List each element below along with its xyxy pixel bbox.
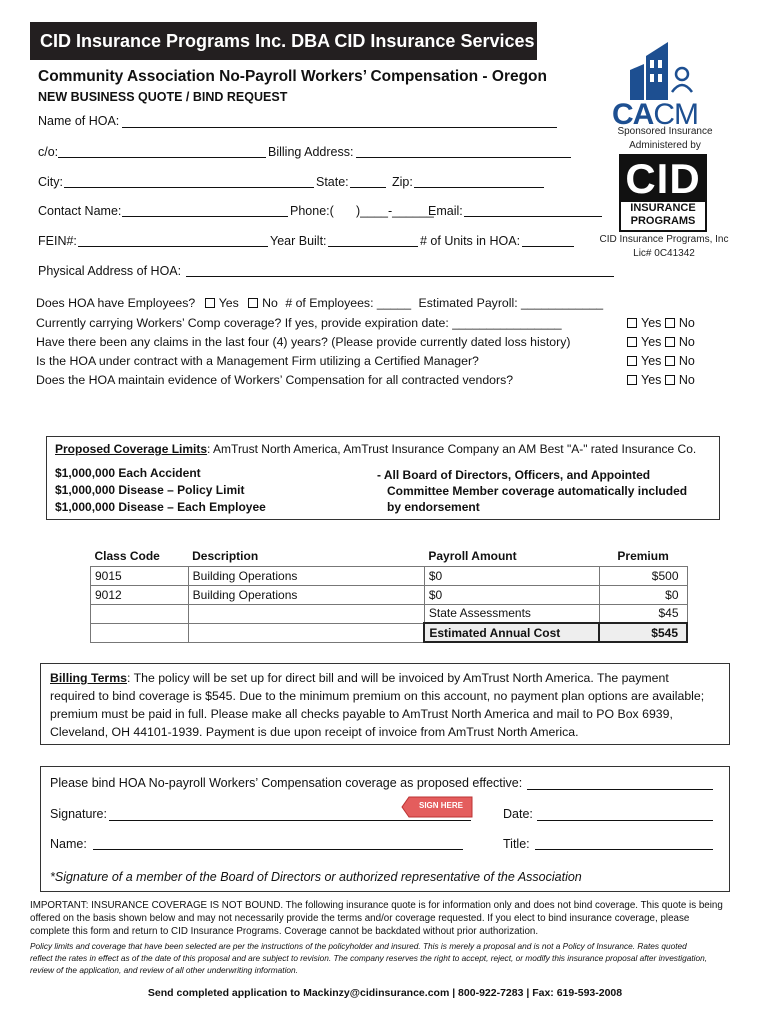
empty-cell — [188, 604, 424, 623]
fein-label: FEIN#: — [38, 234, 77, 248]
name-field[interactable] — [93, 849, 463, 850]
billing-line-2: required to bind coverage is $545. Due to the minimum premium on this account, no payment plan options are available; — [50, 689, 705, 703]
state-field[interactable] — [350, 187, 386, 188]
phone-label: Phone:( — [290, 204, 334, 218]
billing-terms-box — [40, 663, 730, 745]
coverage-heading — [55, 442, 696, 456]
disclaimer-policy-line-1: Policy limits and coverage that have been selected are per the instructions of the policyholder and insured. This is merely a proposal and is not a Policy of Insurance. Rates quoted — [30, 941, 687, 951]
disclaimer-line-3: complete this form and return to CID Insurance Programs. Coverage cannot be backdated without prior authorization. — [30, 926, 539, 937]
payroll-cell: $0 — [424, 566, 599, 585]
question-management: Is the HOA under contract with a Management Firm utilizing a Certified Manager? — [36, 354, 479, 368]
name-label: Name: — [50, 837, 87, 851]
state-label: State: — [316, 175, 349, 189]
premium-table-header — [91, 547, 688, 566]
billing-address-label: Billing Address: — [268, 145, 354, 159]
table-row — [91, 566, 688, 585]
title-field[interactable] — [535, 849, 713, 850]
title-label: Title: — [503, 837, 530, 851]
physical-address-label: Physical Address of HOA: — [38, 264, 182, 278]
header-class-code: Class Code — [94, 549, 160, 564]
disclaimer-policy-line-2: reflect the rates in effect as of the date of this proposal and are subject to revision. The company reserves the right to accept, reject, or modify this insurance proposal after investigation, — [30, 953, 708, 963]
question-vendors: Does the HOA maintain evidence of Workers’ Compensation for all contracted vendors? — [36, 373, 514, 387]
q1-yes-checkbox[interactable] — [627, 318, 637, 328]
question-claims: Have there been any claims in the last four (4) years? (Please provide currently dated loss history) — [36, 335, 571, 349]
zip-field[interactable] — [414, 187, 544, 188]
signature-footnote: *Signature of a member of the Board of Directors or authorized representative of the Association — [50, 870, 582, 884]
premium-cell: $0 — [599, 585, 687, 604]
class-code-cell: 9015 — [91, 566, 189, 585]
class-code-cell: 9012 — [91, 585, 189, 604]
billing-line-4: Cleveland, OH 44101-1939. Payment is due upon receipt of invoice from AmTrust North America. — [50, 725, 579, 739]
name-hoa-field[interactable] — [122, 127, 557, 128]
premium-table — [90, 547, 688, 643]
empty-cell — [91, 604, 189, 623]
footer-contact: Send completed application to Mackinzy@cidinsurance.com | 800-922-7283 | Fax: 619-593-2008 — [147, 987, 623, 999]
sign-here-text: SIGN HERE — [418, 801, 463, 810]
document-subtitle: NEW BUSINESS QUOTE / BIND REQUEST — [38, 90, 288, 104]
billing-line-1 — [50, 671, 669, 685]
city-label: City: — [38, 175, 63, 189]
empty-cell — [188, 623, 424, 642]
employees-no-label: No — [262, 296, 278, 310]
contact-name-label: Contact Name: — [38, 204, 122, 218]
estimated-cost-label: Estimated Annual Cost — [424, 623, 599, 642]
q1-yes-no — [627, 316, 695, 330]
co-field[interactable] — [58, 157, 266, 158]
premium-cell: $500 — [599, 566, 687, 585]
question-coverage: Currently carrying Workers’ Comp coverage? If yes, provide expiration date: ________________ — [36, 316, 562, 330]
q3-no-checkbox[interactable] — [665, 356, 675, 366]
year-built-field[interactable] — [328, 246, 418, 247]
cid-logo-programs: PROGRAMS — [630, 215, 696, 227]
disclaimer-policy — [30, 940, 707, 976]
header-bar — [30, 22, 537, 60]
signature-label: Signature: — [50, 807, 107, 821]
year-built-label: Year Built: — [270, 234, 327, 248]
state-assessments-value: $45 — [599, 604, 687, 623]
email-field[interactable] — [464, 216, 602, 217]
sign-here-flag — [401, 796, 473, 818]
header-description: Description — [192, 549, 259, 564]
q2-yes-no — [627, 335, 695, 349]
q1-no-checkbox[interactable] — [665, 318, 675, 328]
contact-name-field[interactable] — [122, 216, 288, 217]
coverage-heading-text: : AmTrust North America, AmTrust Insurance Company an AM Best "A-" rated Insurance Co. — [207, 442, 697, 456]
units-field[interactable] — [522, 246, 574, 247]
header-bar-title: CID Insurance Programs Inc. DBA CID Insurance Services — [40, 31, 535, 51]
billing-line-3: premium must be paid in full. Please make all checks payable to AmTrust North America and mail to PO Box 6939, — [50, 707, 673, 721]
physical-address-field[interactable] — [186, 276, 614, 277]
sponsored-text: Sponsored Insurance — [617, 126, 713, 137]
estimated-cost-value: $545 — [599, 623, 687, 642]
bind-effective-label: Please bind HOA No-payroll Workers’ Compensation coverage as proposed effective: — [50, 776, 523, 790]
date-field[interactable] — [537, 820, 713, 821]
q4-yes-no — [627, 373, 695, 387]
q4-yes-label: Yes — [641, 373, 662, 387]
limit-disease-employee: $1,000,000 Disease – Each Employee — [55, 500, 266, 514]
empty-cell — [91, 623, 189, 642]
employees-question — [36, 296, 603, 310]
estimated-payroll-field[interactable]: Estimated Payroll: ____________ — [418, 296, 604, 310]
units-label: # of Units in HOA: — [420, 234, 521, 248]
cid-license: Lic# 0C41342 — [633, 248, 695, 259]
phone-field[interactable]: )____-______ — [356, 204, 434, 218]
cid-logo — [619, 154, 707, 232]
header-premium: Premium — [617, 549, 669, 564]
employees-no-checkbox[interactable] — [248, 298, 258, 308]
coverage-box — [46, 436, 720, 520]
table-row — [91, 604, 688, 623]
table-row-total — [91, 623, 688, 642]
limit-each-accident: $1,000,000 Each Accident — [55, 466, 201, 480]
q2-no-checkbox[interactable] — [665, 337, 675, 347]
employees-yes-checkbox[interactable] — [205, 298, 215, 308]
num-employees-field[interactable]: # of Employees: _____ — [285, 296, 412, 310]
description-cell: Building Operations — [188, 566, 424, 585]
coverage-note-1: - All Board of Directors, Officers, and Appointed — [377, 468, 651, 482]
coverage-heading-label: Proposed Coverage Limits — [55, 442, 208, 456]
employees-yes-label: Yes — [218, 296, 239, 310]
q1-no-label: No — [678, 316, 695, 330]
cacm-text-ca: CA — [612, 98, 654, 131]
coverage-note-2: Committee Member coverage automatically included — [387, 484, 688, 498]
description-cell: Building Operations — [188, 585, 424, 604]
table-row — [91, 585, 688, 604]
cacm-text-cm: CM — [653, 98, 698, 131]
date-label: Date: — [503, 807, 533, 821]
q3-yes-label: Yes — [641, 354, 662, 368]
administered-text: Administered by — [629, 140, 701, 151]
zip-label: Zip: — [392, 175, 413, 189]
billing-line-1-text: : The policy will be set up for direct bill and will be invoiced by AmTrust North America. The payment — [126, 671, 669, 685]
billing-address-field[interactable] — [356, 157, 571, 158]
disclaimer-important — [30, 899, 723, 938]
disclaimer-line-1: IMPORTANT: INSURANCE COVERAGE IS NOT BOUND. The following insurance quote is for information only and does not bind coverage. This quote is being — [30, 900, 723, 911]
q2-no-label: No — [678, 335, 695, 349]
q1-yes-label: Yes — [641, 316, 662, 330]
disclaimer-line-2: offered on the basis shown below and may not necessarily provide the terms and/or coverage requested. If you elect to bind insurance coverage, please — [30, 913, 690, 924]
state-assessments-label: State Assessments — [424, 604, 599, 623]
city-field[interactable] — [64, 187, 314, 188]
email-label: Email: — [428, 204, 463, 218]
employees-label: Does HOA have Employees? — [36, 296, 196, 310]
signature-field[interactable] — [109, 820, 471, 821]
co-label: c/o: — [38, 145, 59, 159]
q3-yes-checkbox[interactable] — [627, 356, 637, 366]
q2-yes-label: Yes — [641, 335, 662, 349]
q3-yes-no — [627, 354, 695, 368]
disclaimer-policy-line-3: review of the application, and review of all other underwriting information. — [30, 965, 298, 975]
cid-logo-insurance: INSURANCE — [630, 202, 696, 214]
header-payroll-amount: Payroll Amount — [428, 549, 517, 564]
q2-yes-checkbox[interactable] — [627, 337, 637, 347]
cid-company-name: CID Insurance Programs, Inc — [599, 234, 729, 245]
billing-terms-label: Billing Terms — [50, 671, 127, 685]
fein-field[interactable] — [78, 246, 268, 247]
q4-no-checkbox[interactable] — [665, 375, 675, 385]
limit-disease-policy: $1,000,000 Disease – Policy Limit — [55, 483, 245, 497]
bind-request-box — [40, 766, 730, 892]
effective-date-field[interactable] — [527, 789, 713, 790]
cacm-logo — [610, 30, 720, 130]
cid-logo-mark: CID — [621, 156, 705, 202]
name-hoa-label: Name of HOA: — [38, 114, 120, 128]
q4-yes-checkbox[interactable] — [627, 375, 637, 385]
payroll-cell: $0 — [424, 585, 599, 604]
q4-no-label: No — [678, 373, 695, 387]
q3-no-label: No — [678, 354, 695, 368]
document-title: Community Association No-Payroll Workers’ Compensation - Oregon — [38, 68, 547, 85]
coverage-note-3: by endorsement — [387, 500, 480, 514]
